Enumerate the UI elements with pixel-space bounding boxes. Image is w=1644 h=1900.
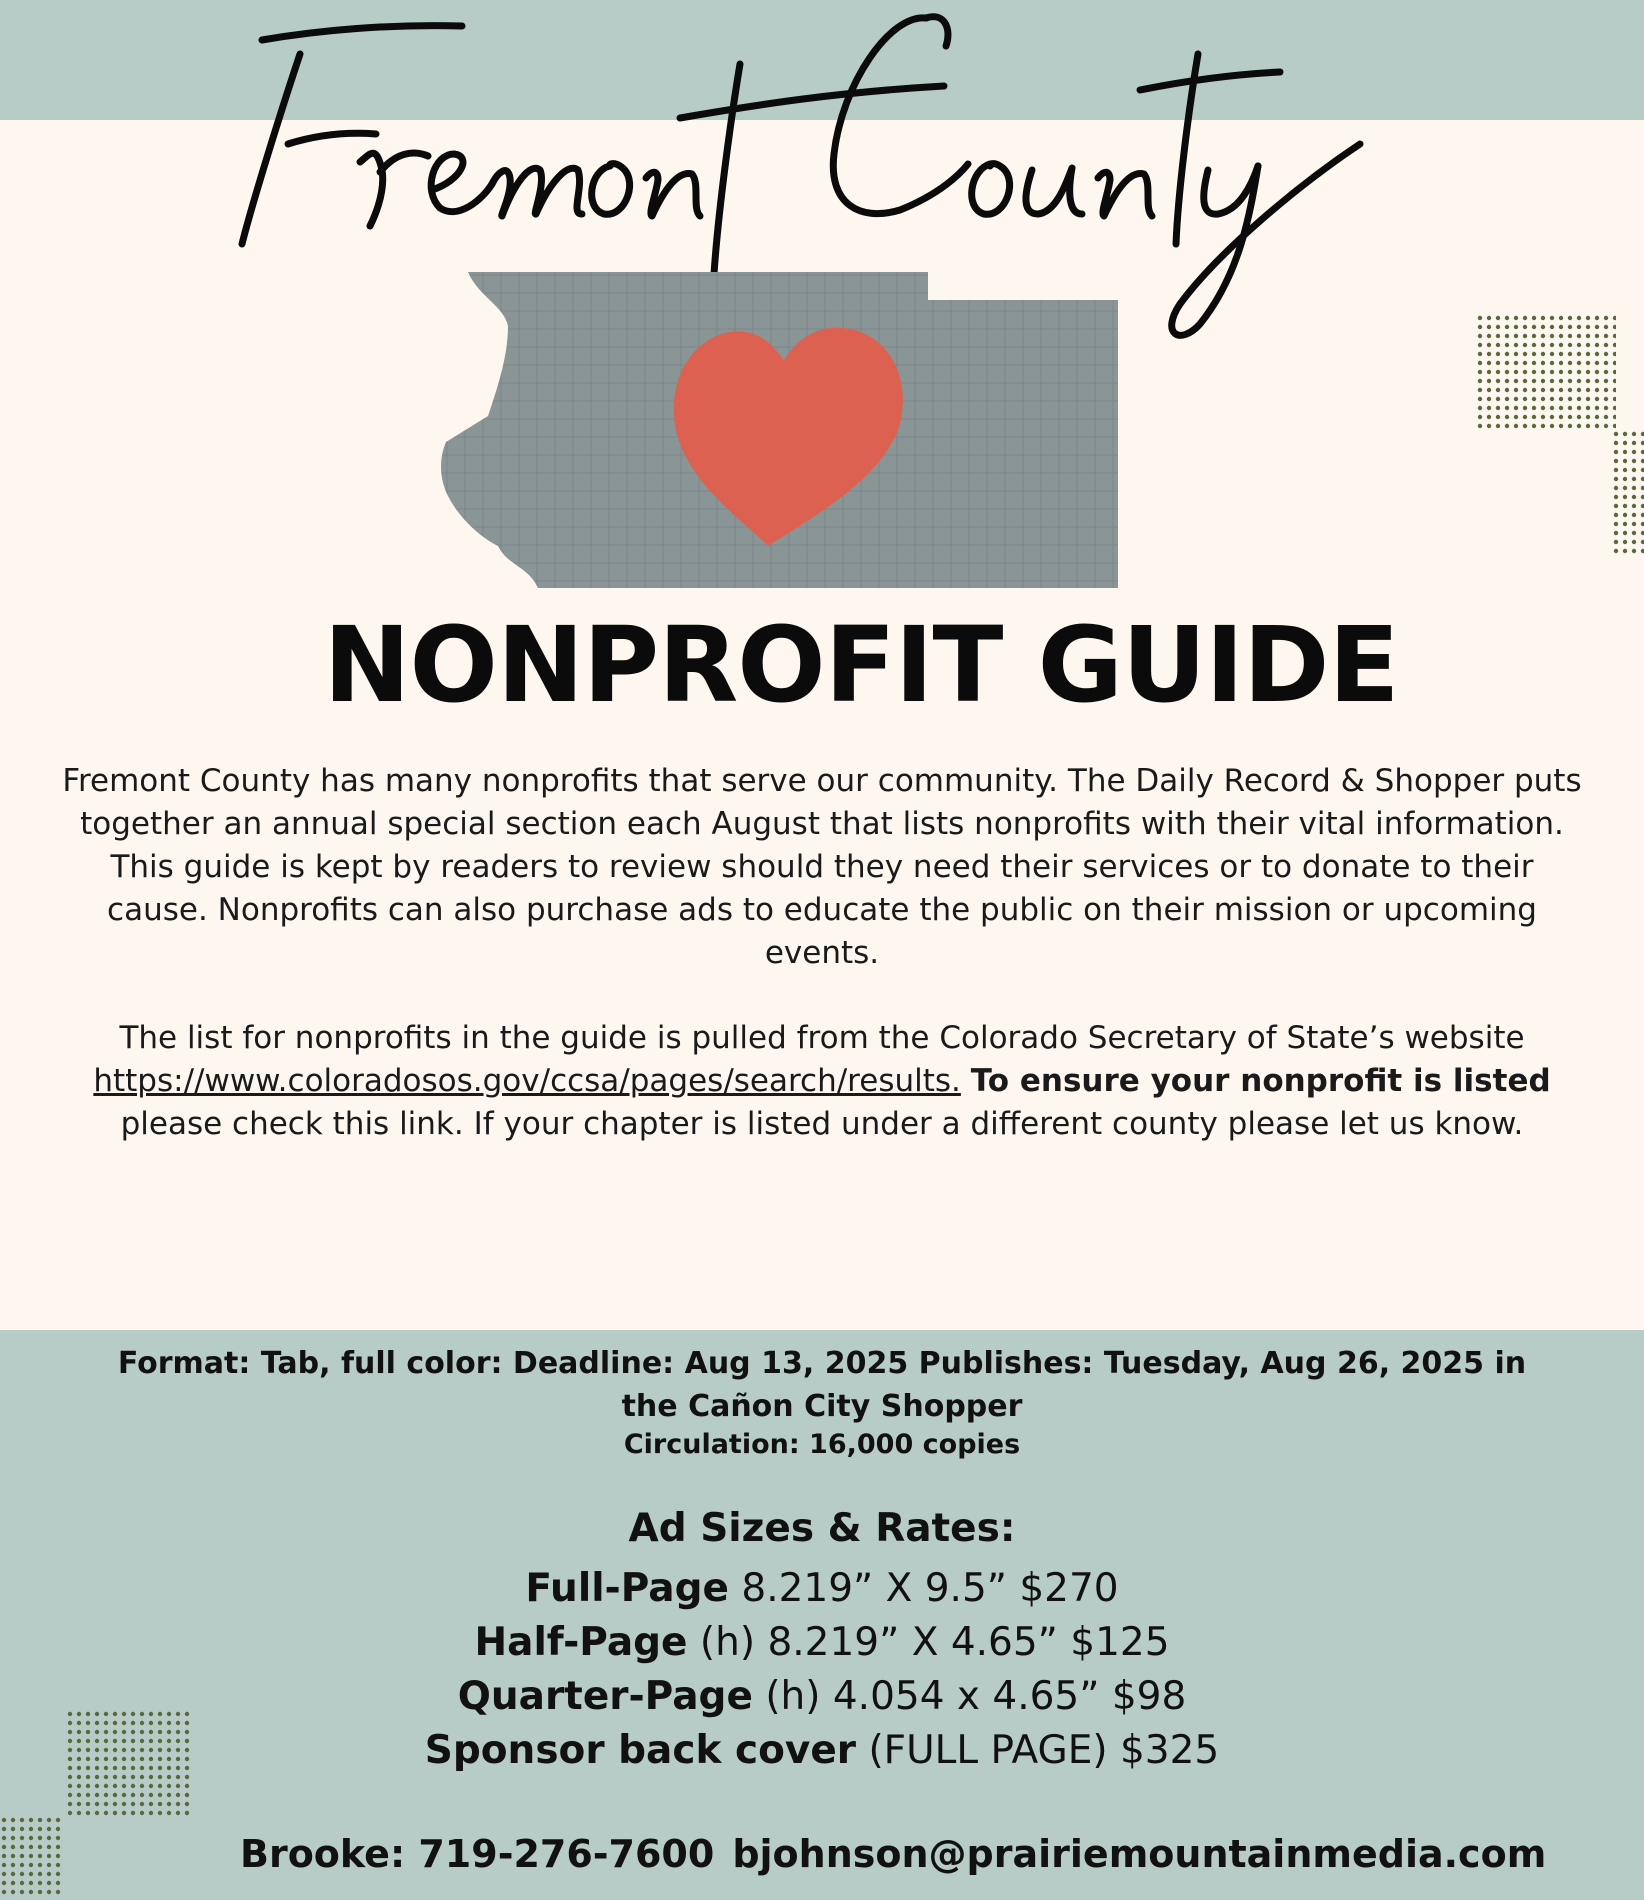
- dot-pattern-right-edge: [1612, 430, 1644, 555]
- dot-pattern-top-right: [1476, 314, 1616, 434]
- circulation-line: Circulation: 16,000 copies: [623, 1429, 1021, 1460]
- rate-label: Quarter-Page: [457, 1674, 753, 1719]
- contact-phone[interactable]: Brooke: 719-276-7600: [240, 1832, 715, 1876]
- listing-bold-text: To ensure your nonprofit is listed: [970, 1063, 1551, 1099]
- rate-row-quarter-page: [0, 1670, 1644, 1724]
- contact-email[interactable]: bjohnson@prairiemountainmedia.com: [732, 1832, 1547, 1876]
- dot-pattern-bottom-corner: [0, 1816, 66, 1900]
- rate-label: Sponsor back cover: [424, 1728, 857, 1773]
- rate-row-full-page: [0, 1562, 1644, 1616]
- rates-title: Ad Sizes & Rates:: [628, 1506, 1016, 1551]
- rate-detail: (FULL PAGE) $325: [868, 1728, 1220, 1773]
- rate-row-sponsor: [0, 1724, 1644, 1778]
- rate-detail: (h) 8.219” X 4.65” $125: [699, 1620, 1170, 1665]
- rates-list: [0, 1562, 1644, 1778]
- rate-row-half-page: [0, 1616, 1644, 1670]
- rate-detail: (h) 4.054 x 4.65” $98: [765, 1674, 1187, 1719]
- rate-detail: 8.219” X 9.5” $270: [741, 1566, 1119, 1611]
- page-title: NONPROFIT GUIDE: [323, 604, 1399, 726]
- sos-website-link[interactable]: https://www.coloradosos.gov/ccsa/pages/search/results.: [93, 1063, 961, 1099]
- listing-text-after: please check this link. If your chapter is listed under a different county please let us know.: [120, 1106, 1524, 1142]
- listing-paragraph: [40, 1017, 1604, 1146]
- county-map-with-heart: [438, 266, 1138, 596]
- format-line: Format: Tab, full color: Deadline: Aug 13, 2025 Publishes: Tuesday, Aug 26, 2025 in the Cañon City Shopper: [117, 1346, 1527, 1424]
- rate-label: Half-Page: [474, 1620, 688, 1665]
- rate-label: Full-Page: [525, 1566, 729, 1611]
- intro-paragraph: Fremont County has many nonprofits that serve our community. The Daily Record & Shopper puts together an annual special section each August that lists nonprofits with their vital information. This guide is kept by readers to review should they need their services or to donate to their cause. Nonprofits can also purchase ads to educate the public on their mission or upcoming events.: [62, 763, 1582, 971]
- listing-text-before: The list for nonprofits in the guide is pulled from the Colorado Secretary of State’s website: [119, 1020, 1525, 1056]
- contact-line: [240, 1832, 1630, 1876]
